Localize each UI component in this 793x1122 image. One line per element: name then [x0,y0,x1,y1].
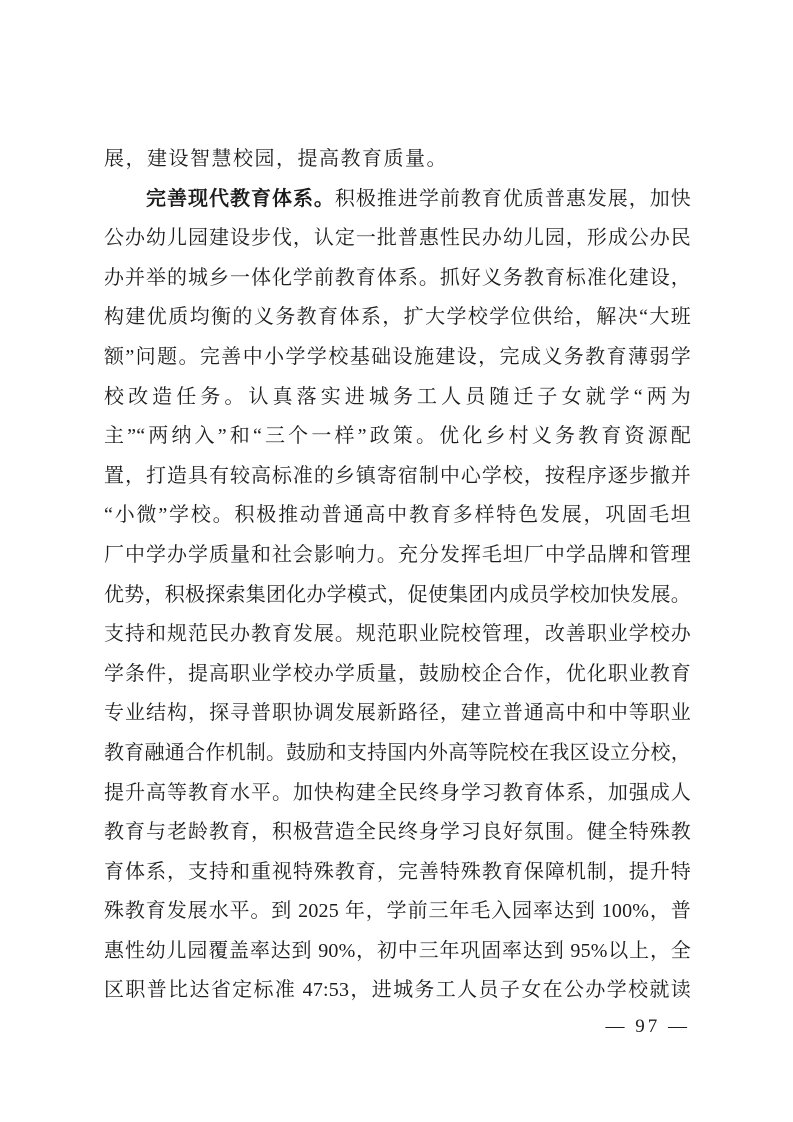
text-line: 惠性幼儿园覆盖率达到 90%，初中三年巩固率达到 95%以上，全 [104,939,691,962]
text-line: 校改造任务。认真落实进城务工人员随迁子女就学“两为 [104,385,691,408]
text-line: 教育与老龄教育，积极营造全民终身学习良好氛围。健全特殊教 [104,821,691,844]
text-line: 区职普比达省定标准 47:53，进城务工人员子女在公办学校就读 [104,979,691,1002]
text-line: 学条件，提高职业学校办学质量，鼓励校企合作，优化职业教育 [104,662,691,685]
text-line: 支持和规范民办教育发展。规范职业院校管理，改善职业学校办 [104,623,691,646]
text-line: 办并举的城乡一体化学前教育体系。抓好义务教育标准化建设， [104,266,691,289]
text-line: 额”问题。完善中小学学校基础设施建设，完成义务教育薄弱学 [104,345,691,368]
paragraph-heading: 完善现代教育体系。 [146,187,335,210]
text-line: 优势，积极探索集团化办学模式，促使集团内成员学校加快发展。 [104,583,691,606]
text-line: “小微”学校。积极推动普通高中教育多样特色发展，巩固毛坦 [104,504,691,527]
text-line: 置，打造具有较高标准的乡镇寄宿制中心学校，按程序逐步撤并 [104,464,691,487]
text-line: 公办幼儿园建设步伐，认定一批普惠性民办幼儿园，形成公办民 [104,227,691,250]
text-line: 展，建设智慧校园，提高教育质量。 [104,148,448,170]
text-line: 教育融通合作机制。鼓励和支持国内外高等院校在我区设立分校， [104,741,691,764]
text-block [104,140,691,1011]
text-line: 厂中学办学质量和社会影响力。充分发挥毛坦厂中学品牌和管理 [104,543,691,566]
page-number: — 97 — [605,1016,690,1037]
text-line: 专业结构，探寻普职协调发展新路径，建立普通高中和中等职业 [104,702,691,725]
text-line: 构建优质均衡的义务教育体系，扩大学校学位供给，解决“大班 [104,306,691,329]
text-line-rest: 积极推进学前教育优质普惠发展，加快 [334,187,691,210]
text-line: 主”“两纳入”和“三个一样”政策。优化乡村义务教育资源配 [104,425,691,448]
text-line [104,180,691,220]
text-line: 提升高等教育水平。加快构建全民终身学习教育体系，加强成人 [104,781,691,804]
text-line: 殊教育发展水平。到 2025 年，学前三年毛入园率达到 100%，普 [104,900,691,923]
text-line: 育体系，支持和重视特殊教育，完善特殊教育保障机制，提升特 [104,860,691,883]
